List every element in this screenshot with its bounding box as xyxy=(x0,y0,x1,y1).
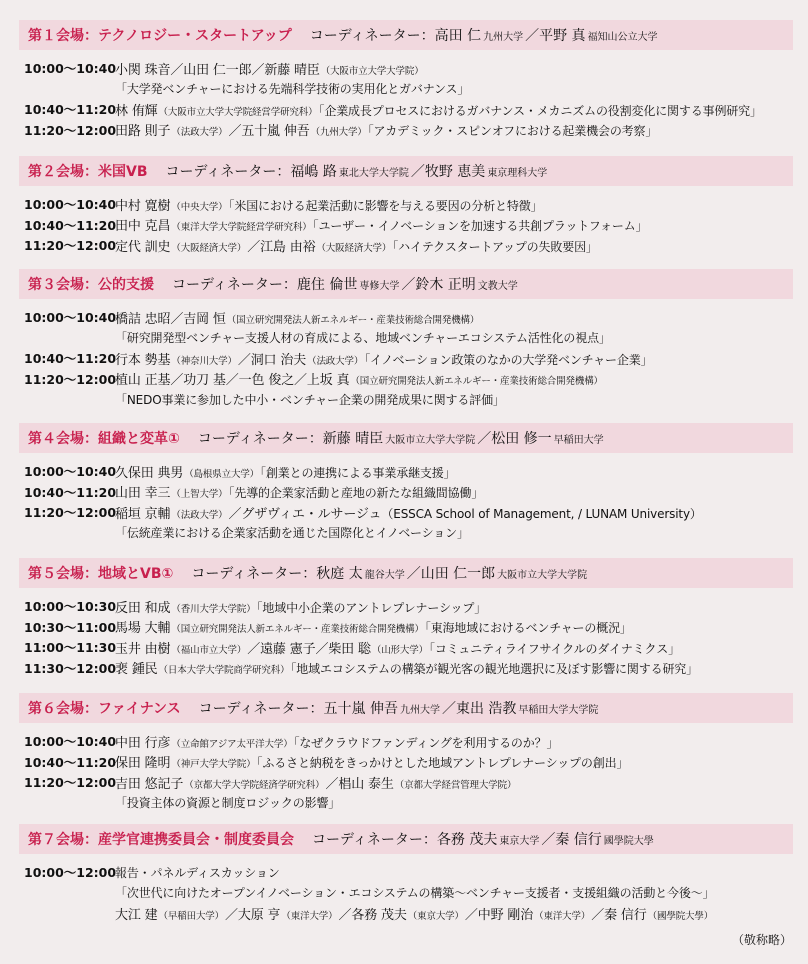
presenter-name: 玉井 由樹 xyxy=(115,641,171,657)
presenter-affiliation: （日本大学大学院商学研究科） xyxy=(158,665,290,677)
coordinator-affiliation: 東北大学大学院 xyxy=(338,167,409,179)
presenter-name: 中野 剛治 xyxy=(477,907,534,923)
presenter-affiliation: （京都大学大学院経済学研究科） xyxy=(184,779,325,791)
coordinator-label: コーディネーター： xyxy=(165,164,291,180)
presentation-title: 「次世代に向けたオープンイノベーション・エコシステムの構築～ベンチャー支援者・支援組織の活動と今後～」 xyxy=(115,886,715,901)
program-row xyxy=(19,731,793,752)
session-header xyxy=(19,558,793,588)
presenter-affiliation: （京都大学経営管理大学院） xyxy=(394,779,517,791)
separator: ／ xyxy=(591,907,605,923)
separator: ／ xyxy=(315,641,329,657)
presenter-name: 五十嵐 伸吾 xyxy=(241,124,310,140)
presentation-text xyxy=(115,503,702,522)
separator: ／ xyxy=(464,907,478,923)
presentation-text xyxy=(115,904,714,923)
presentation-text xyxy=(115,752,628,771)
presenter-name: 山田 幸三 xyxy=(115,486,171,502)
presentation-title: 「地域エコシステムの構築が観光客の観光地選択に及ぼす影響に関する研究」 xyxy=(290,662,699,677)
session-rows xyxy=(19,723,793,813)
presenter-affiliation: （九州大学） xyxy=(310,127,367,139)
presentation-title: 「企業成長プロセスにおけるガバナンス・メカニズムの役割変化に関する事例研究」 xyxy=(318,103,762,118)
presenter-name: 吉岡 恒 xyxy=(183,311,226,327)
program-row xyxy=(19,793,793,814)
separator: ／ xyxy=(251,62,265,78)
coordinator-name: 牧野 恵美 xyxy=(424,164,486,180)
session-title: 第６会場：ファイナンス xyxy=(28,701,181,717)
program-row xyxy=(19,307,793,328)
program-row xyxy=(19,369,793,390)
presentation-title: 「地域中小企業のアントレプレナーシップ」 xyxy=(256,600,487,615)
presentation-text xyxy=(115,617,632,636)
time-slot: 10:00～10:40 xyxy=(24,61,117,77)
coordinator-affiliation: 國學院大學 xyxy=(603,835,654,847)
presenter-affiliation: （東京大学） xyxy=(407,910,464,922)
presenter-affiliation: （山形大学） xyxy=(371,644,428,656)
separator: ／ xyxy=(325,776,339,792)
presenter-name: 一色 俊之 xyxy=(238,373,295,389)
coordinator-name: 平野 真 xyxy=(539,28,586,44)
coordinator-affiliation: 九州大学 xyxy=(483,31,524,43)
time-slot: 10:00～10:40 xyxy=(24,734,117,750)
presentation-text xyxy=(115,773,517,792)
presenter-affiliation: （香川大学大学院） xyxy=(171,603,256,615)
session-header xyxy=(19,269,793,299)
time-slot: 10:00～10:40 xyxy=(24,310,117,326)
coordinator-name: 秦 信行 xyxy=(555,832,602,848)
program-row xyxy=(19,862,793,883)
coordinator-label: コーディネーター： xyxy=(312,832,437,848)
presentation-title: 「投資主体の資源と制度ロジックの影響」 xyxy=(115,796,341,811)
time-slot: 10:40～11:20 xyxy=(24,351,117,367)
program-row xyxy=(19,658,793,679)
coordinator-label: コーディネーター： xyxy=(197,431,323,447)
presenter-affiliation: （國學院大學） xyxy=(647,910,714,922)
presenter-name: 稲垣 京輔 xyxy=(115,506,171,522)
presentation-title: 「先導的企業家活動と産地の新たな組織間協働」 xyxy=(228,486,484,501)
presenter-affiliation: （中央大学） xyxy=(171,201,228,213)
presenter-name: 久保田 典男 xyxy=(115,465,184,481)
separator: ／ xyxy=(525,28,540,44)
presenter-affiliation: （島根県立大学） xyxy=(184,468,260,480)
session-rows xyxy=(19,299,793,410)
presentation-title: 「アカデミック・スピンオフにおける起業機会の考察」 xyxy=(367,124,658,139)
coordinator-affiliation: 福知山公立大学 xyxy=(587,31,658,43)
presentation-text xyxy=(115,638,680,657)
session-header xyxy=(19,156,793,186)
program-row xyxy=(19,328,793,349)
presenter-name: 江島 由裕 xyxy=(260,239,316,255)
separator: ／ xyxy=(406,566,421,582)
session-rows xyxy=(19,50,793,140)
session-header xyxy=(19,20,793,50)
presentation-title: 「米国における起業活動に影響を与える要因の分析と特徴」 xyxy=(228,198,543,213)
session-header xyxy=(19,824,793,854)
coordinator-name: 各務 茂夫 xyxy=(436,832,498,848)
presentation-text xyxy=(115,524,469,541)
presenter-name: 中田 行彦 xyxy=(115,735,171,751)
separator: ／ xyxy=(338,907,352,923)
presenter-name: 遠藤 憲子 xyxy=(260,641,316,657)
coordinator-name: 東出 浩教 xyxy=(455,701,517,717)
separator: ／ xyxy=(228,124,242,140)
presenter-affiliation: （法政大学） xyxy=(307,355,364,367)
presentation-text xyxy=(115,884,714,901)
program-row xyxy=(19,617,793,638)
presenter-name: 新藤 晴臣 xyxy=(264,62,320,78)
time-slot: 11:20～12:00 xyxy=(24,238,117,254)
presenter-name: 橋詰 忠昭 xyxy=(115,311,171,327)
coordinator-name: 鈴木 正明 xyxy=(415,277,476,293)
time-slot: 10:00～10:30 xyxy=(24,599,117,615)
presentation-title: 「大学発ベンチャーにおける先端科学技術の実用化とガバナンス」 xyxy=(115,82,470,97)
time-slot: 10:30～11:00 xyxy=(24,619,117,635)
session-title: 第３会場：公的支援 xyxy=(28,277,154,293)
separator: ／ xyxy=(237,352,251,368)
coordinator-label: コーディネーター： xyxy=(191,566,317,582)
time-slot: 10:00～12:00 xyxy=(24,865,117,881)
presenter-affiliation: （立命館アジア太平洋大学） xyxy=(171,738,293,750)
time-slot: 10:40～11:20 xyxy=(24,102,117,118)
presenter-name: 中村 寛樹 xyxy=(115,198,171,214)
session-header xyxy=(19,423,793,453)
presentation-title: 「創業との連携による事業承継支援」 xyxy=(260,465,456,480)
program-row xyxy=(19,903,793,924)
time-slot: 11:30～12:00 xyxy=(24,660,117,676)
presentation-title: 「ふるさと納税をきっかけとした地域アントレプレナーシップの創出」 xyxy=(256,756,629,771)
coordinator-label: コーディネーター： xyxy=(172,277,297,293)
presentation-text xyxy=(115,349,652,368)
session-block xyxy=(19,269,793,410)
session-header xyxy=(19,693,793,723)
presenter-affiliation: （大阪市立大学大学院） xyxy=(320,65,424,77)
program-row xyxy=(19,502,793,523)
session-block xyxy=(19,156,793,256)
coordinator-name: 鹿住 倫世 xyxy=(296,277,358,293)
presenter-affiliation: （東洋大学） xyxy=(281,910,338,922)
separator: ／ xyxy=(541,832,556,848)
presenter-name: 馬場 大輔 xyxy=(115,621,171,637)
coordinator-name: 福嶋 路 xyxy=(290,164,337,180)
time-slot: 10:00～10:40 xyxy=(24,464,117,480)
program-row xyxy=(19,235,793,256)
program-row xyxy=(19,194,793,215)
presenter-name: 小関 珠音 xyxy=(115,62,171,78)
separator: ／ xyxy=(294,373,307,389)
coordinator-affiliation: 九州大学 xyxy=(399,704,440,716)
presentation-title: 「研究開発型ベンチャー支援人材の育成による、地域ベンチャーエコシステム活性化の視点」 xyxy=(115,331,611,346)
presentation-title: 「なぜクラウドファンディングを利用するのか？」 xyxy=(293,735,559,750)
program-row xyxy=(19,79,793,100)
program-row xyxy=(19,596,793,617)
presenter-name: 裵 鍾民 xyxy=(115,662,158,678)
presenter-affiliation: （福山市立大学） xyxy=(171,644,247,656)
presentation-title: 「東海地域におけるベンチャーの概況」 xyxy=(424,621,632,636)
session-block xyxy=(19,558,793,678)
separator: ／ xyxy=(170,373,184,389)
presenter-name: 田路 則子 xyxy=(115,124,171,140)
coordinator-affiliation: 東京大学 xyxy=(499,835,540,847)
presenter-name: 秦 信行 xyxy=(604,907,647,923)
presentation-text xyxy=(115,80,469,97)
time-slot: 11:00～11:30 xyxy=(24,640,117,656)
coordinator-affiliation: 大阪市立大学大学院 xyxy=(385,434,476,446)
session-title: 第５会場：地域とVB① xyxy=(28,566,174,582)
presentation-text xyxy=(115,864,280,881)
separator: ／ xyxy=(477,431,492,447)
presentation-text xyxy=(115,658,698,677)
presentation-text xyxy=(115,100,762,119)
coordinator-name: 松田 修一 xyxy=(491,431,552,447)
time-slot: 10:40～11:20 xyxy=(24,754,117,770)
presenter-affiliation: （早稲田大学） xyxy=(158,910,224,922)
program-row xyxy=(19,523,793,544)
presentation-text xyxy=(115,482,483,501)
presenter-affiliation: （大阪市立大学大学院経営学研究科） xyxy=(158,106,318,118)
coordinator-label: コーディネーター： xyxy=(309,28,435,44)
program-row xyxy=(19,482,793,503)
time-slot: 11:20～12:00 xyxy=(24,775,117,791)
presenter-name: 洞口 治夫 xyxy=(250,352,307,368)
program-row xyxy=(19,58,793,79)
presenter-affiliation: （東洋大学） xyxy=(534,910,591,922)
separator: ／ xyxy=(247,239,261,255)
session-rows xyxy=(19,453,793,543)
coordinator-affiliation: 東京理科大学 xyxy=(487,167,548,179)
presenter-name: 行本 勢基 xyxy=(115,352,171,368)
presenter-affiliation: （法政大学） xyxy=(171,509,228,521)
program-row xyxy=(19,120,793,141)
presentation-text xyxy=(115,597,486,616)
coordinator-affiliation: 文教大学 xyxy=(477,280,518,292)
presentation-title: 「ハイテクスタートアップの失敗要因」 xyxy=(392,239,598,254)
coordinator-name: 秋庭 太 xyxy=(316,566,363,582)
session-title: 第２会場：米国VB xyxy=(28,164,148,180)
coordinator-affiliation: 大阪市立大学大学院 xyxy=(497,569,588,581)
presenter-name: 定代 訓史 xyxy=(115,239,171,255)
presentation-text xyxy=(115,794,340,811)
separator: ／ xyxy=(225,907,238,923)
presenter-name: 大江 建 xyxy=(115,907,158,923)
session-title: 第４会場：組織と変革① xyxy=(28,431,180,447)
time-slot: 11:20～12:00 xyxy=(24,505,117,521)
program-row xyxy=(19,348,793,369)
session-block xyxy=(19,423,793,543)
presentation-text xyxy=(115,120,657,139)
presenter-name: 山田 仁一郎 xyxy=(183,62,252,78)
presentation-title: 「イノベーション政策のなかの大学発ベンチャー企業」 xyxy=(364,352,653,367)
session-rows xyxy=(19,854,793,924)
separator: ／ xyxy=(410,164,425,180)
presenter-name: 林 侑輝 xyxy=(115,103,158,119)
session-rows xyxy=(19,588,793,678)
coordinator-name: 高田 仁 xyxy=(434,28,482,44)
presenter-name: 各務 茂夫 xyxy=(351,907,407,923)
separator: ／ xyxy=(247,641,261,657)
presentation-text xyxy=(115,195,542,214)
presentation-title: 「NEDO事業に参加した中小・ベンチャー企業の開発成果に関する評価」 xyxy=(115,392,505,407)
presenter-affiliation: （大阪経済大学） xyxy=(171,242,247,254)
presentation-text xyxy=(115,329,611,346)
presentation-text xyxy=(115,391,505,408)
presenter-name: 大原 亨 xyxy=(237,907,281,923)
program-row xyxy=(19,389,793,410)
separator: ／ xyxy=(170,62,184,78)
presentation-title: 「ユーザー・イノベーションを加速する共創プラットフォーム」 xyxy=(312,219,648,234)
presentation-text xyxy=(115,732,558,751)
time-slot: 10:40～11:20 xyxy=(24,217,117,233)
presenter-affiliation: （上智大学） xyxy=(171,489,228,501)
presentation-title: 「コミュニティライフサイクルのダイナミクス」 xyxy=(428,641,680,656)
presentation-title: 報告・パネルディスカッション xyxy=(115,865,280,880)
time-slot: 10:00～10:40 xyxy=(24,197,117,213)
coordinator-label: コーディネーター： xyxy=(198,701,324,717)
presenter-name: 椙山 泰生 xyxy=(338,776,394,792)
presentation-title: （ESSCA School of Management, / LUNAM University） xyxy=(381,506,702,521)
presenter-name: 柴田 聡 xyxy=(328,641,371,657)
presenter-affiliation: （大阪経済大学） xyxy=(316,242,392,254)
presenter-affiliation: （国立研究開発法人新エネルギー・産業技術総合開発機構） xyxy=(350,376,603,388)
separator: ／ xyxy=(225,373,239,389)
presentation-text xyxy=(115,462,456,481)
coordinator-affiliation: 専修大学 xyxy=(359,280,400,292)
program-row xyxy=(19,883,793,904)
session-block xyxy=(19,824,793,924)
session-title: 第１会場：テクノロジー・スタートアップ xyxy=(28,28,292,44)
presenter-affiliation: （法政大学） xyxy=(171,127,228,139)
session-block xyxy=(19,20,793,140)
footnote: （敬称略） xyxy=(731,933,792,947)
presentation-text xyxy=(115,59,425,78)
coordinator-affiliation: 早稲田大学 xyxy=(553,434,604,446)
presenter-name: 保田 隆明 xyxy=(115,756,171,772)
separator: ／ xyxy=(441,701,456,717)
presenter-affiliation: （国立研究開発法人新エネルギー・産業技術総合開発機構） xyxy=(171,624,424,636)
separator: ／ xyxy=(170,311,184,327)
presentation-text xyxy=(115,308,480,327)
presenter-affiliation: （東洋大学大学院経営学研究科） xyxy=(171,222,312,234)
presenter-name: 反田 和成 xyxy=(115,600,171,616)
presenter-affiliation: （神奈川大学） xyxy=(171,355,237,367)
coordinator-name: 五十嵐 伸吾 xyxy=(323,701,398,717)
separator: ／ xyxy=(228,506,242,522)
presentation-text xyxy=(115,369,604,388)
presenter-name: 上坂 真 xyxy=(306,373,350,389)
coordinator-name: 山田 仁一郎 xyxy=(420,566,496,582)
coordinator-affiliation: 早稲田大学大学院 xyxy=(518,704,599,716)
time-slot: 10:40～11:20 xyxy=(24,484,117,500)
presenter-name: 植山 正基 xyxy=(115,373,171,389)
coordinator-name: 新藤 晴臣 xyxy=(322,431,384,447)
separator: ／ xyxy=(401,277,416,293)
presenter-name: 田中 克昌 xyxy=(115,219,171,235)
presenter-name: 功刀 基 xyxy=(183,373,226,389)
presentation-text xyxy=(115,215,647,234)
program-row xyxy=(19,461,793,482)
session-rows xyxy=(19,186,793,256)
program-row xyxy=(19,99,793,120)
presentation-text xyxy=(115,236,598,255)
coordinator-affiliation: 龍谷大学 xyxy=(364,569,405,581)
presentation-title: 「伝統産業における企業家活動を通じた国際化とイノベーション」 xyxy=(115,526,469,541)
presenter-affiliation: （国立研究開発法人新エネルギー・産業技術総合開発機構） xyxy=(226,314,480,326)
session-block xyxy=(19,693,793,813)
presenter-name: 吉田 悠記子 xyxy=(115,776,184,792)
session-title: 第７会場：産学官連携委員会・制度委員会 xyxy=(28,832,294,848)
presenter-affiliation: （神戸大学大学院） xyxy=(171,759,256,771)
program-row xyxy=(19,215,793,236)
program-row xyxy=(19,637,793,658)
time-slot: 11:20～12:00 xyxy=(24,122,117,138)
presenter-name: グザヴィエ・ルサージュ xyxy=(241,506,382,522)
program-row xyxy=(19,772,793,793)
time-slot: 11:20～12:00 xyxy=(24,371,117,387)
program-row xyxy=(19,752,793,773)
